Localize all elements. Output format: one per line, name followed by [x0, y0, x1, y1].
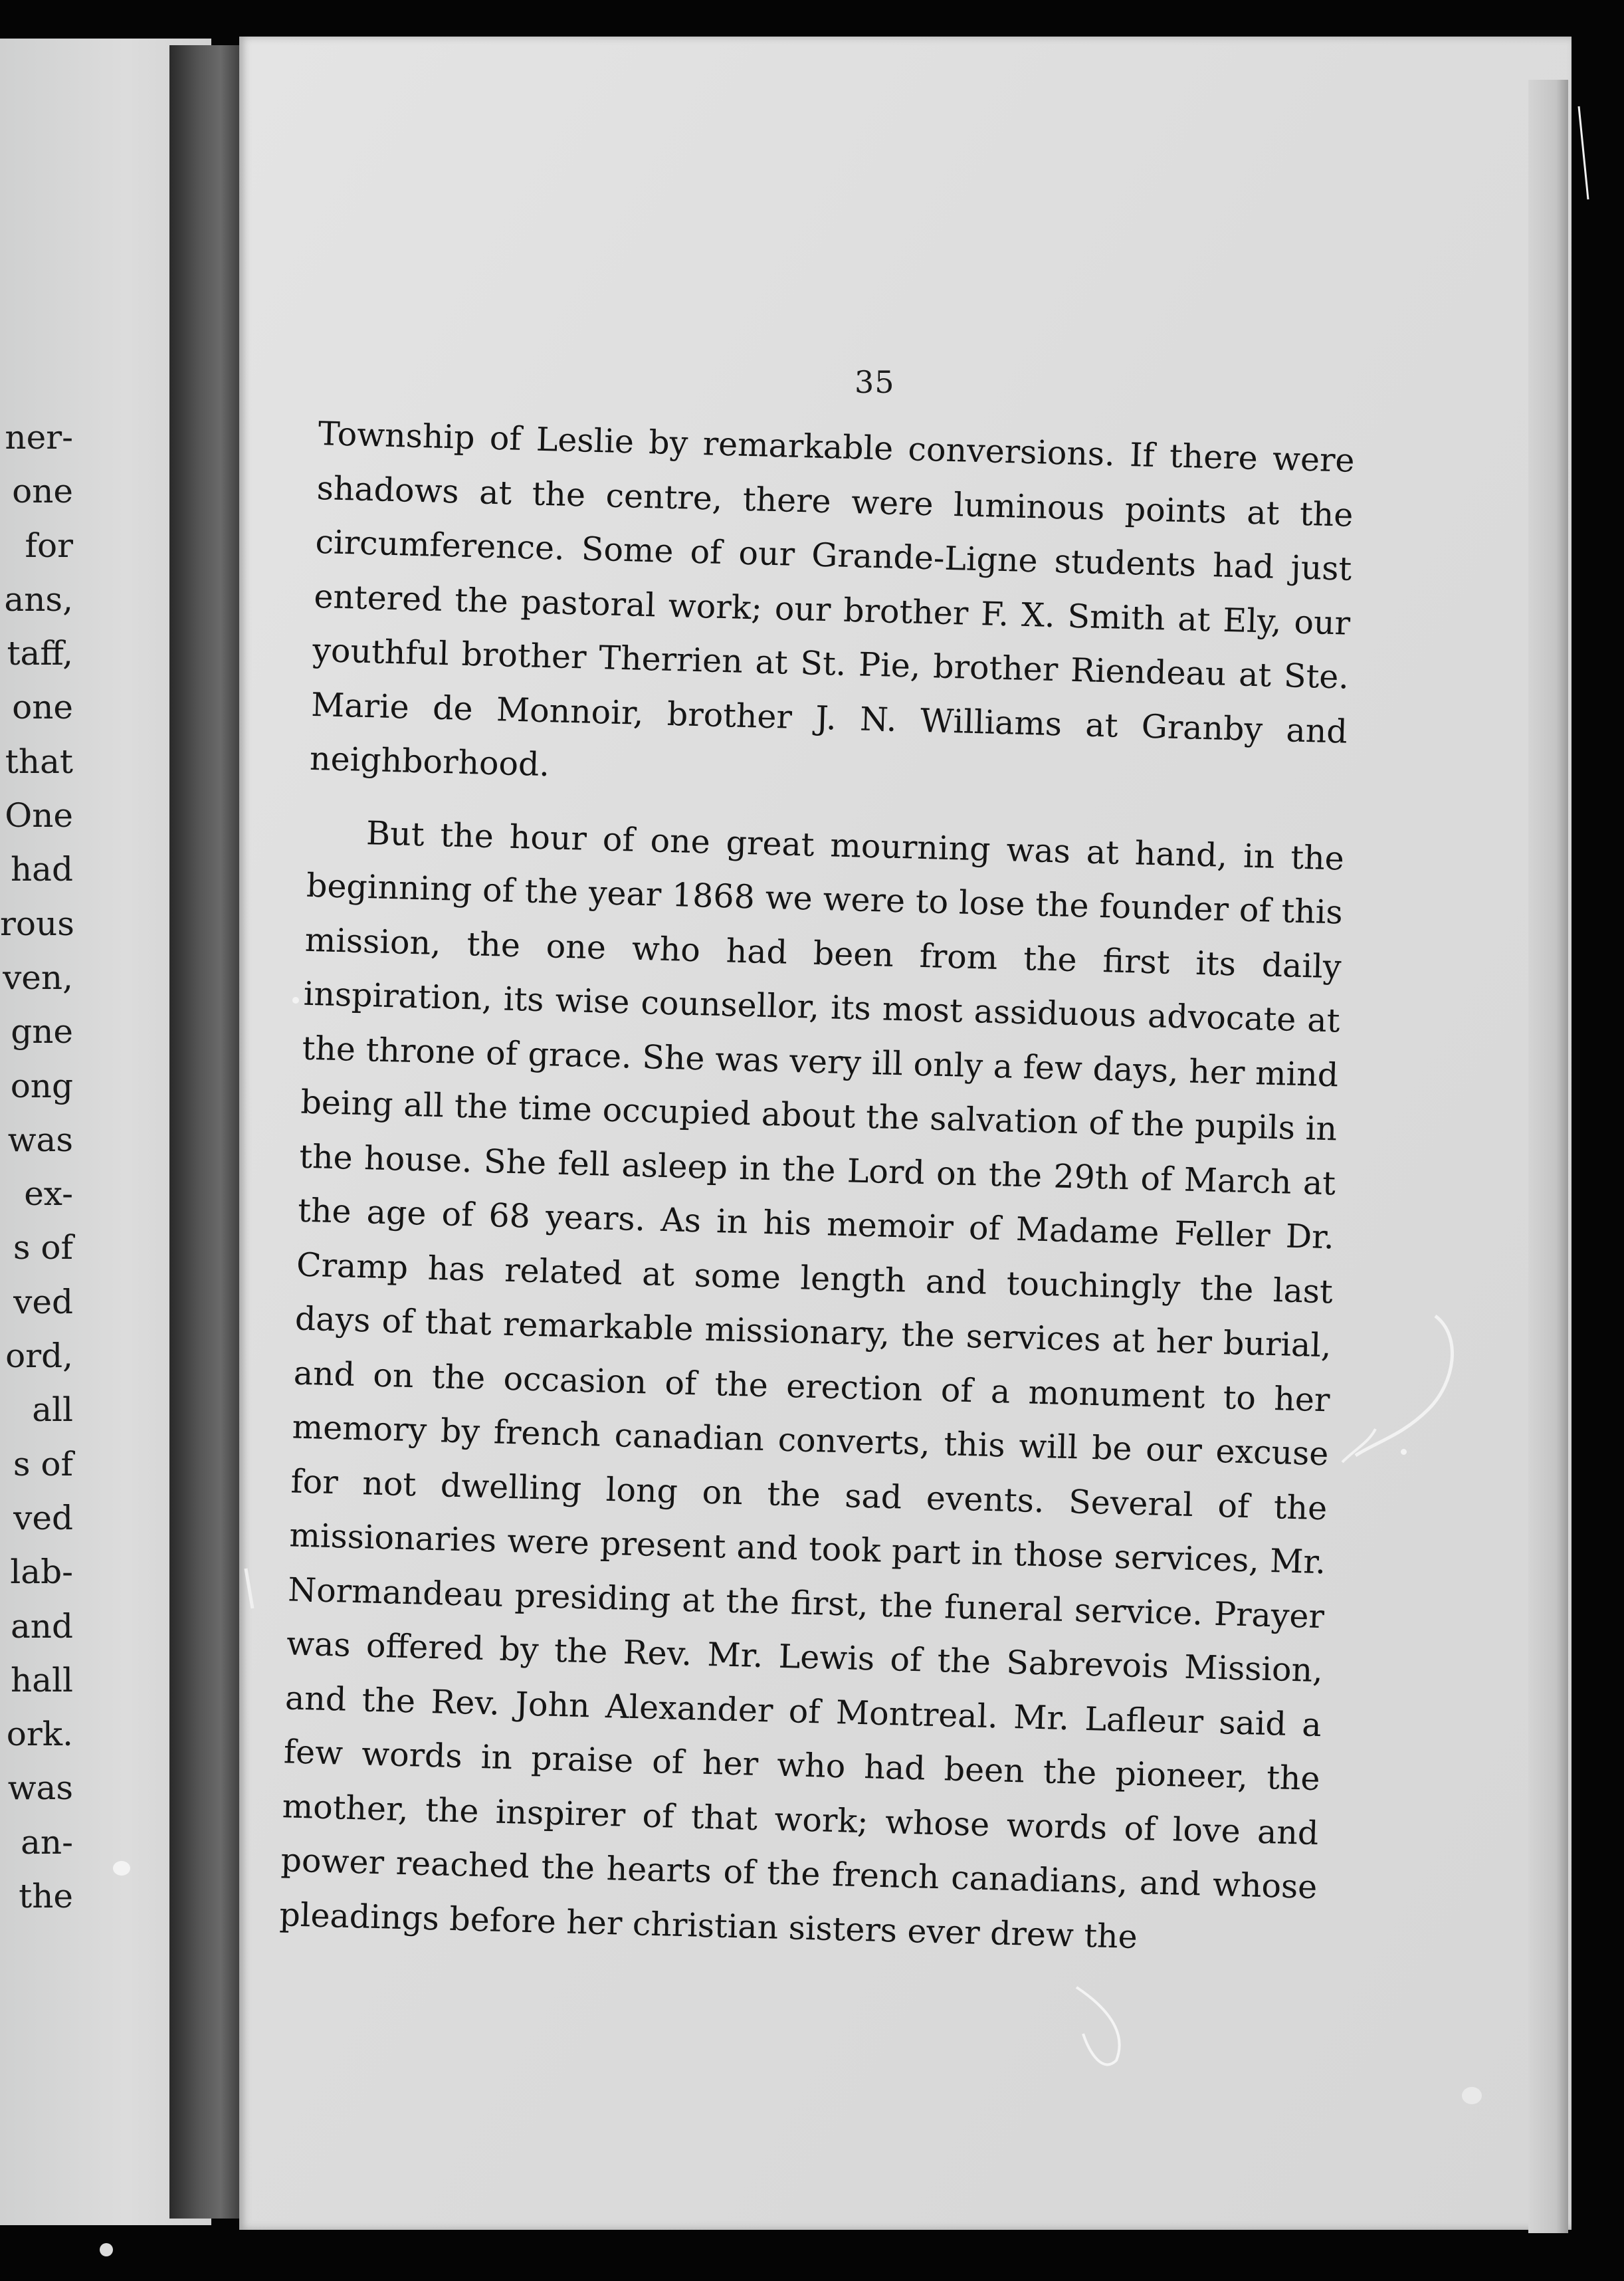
previous-line: rous [0, 904, 74, 943]
previous-line: gne [11, 1012, 73, 1051]
previous-line: ork. [6, 1715, 73, 1754]
previous-line: one [12, 688, 73, 727]
previous-line: all [32, 1390, 73, 1430]
paragraph: But the hour of one great mourning was at hand, in the beginning of the year 1868 we were to lose the founder of this mission, the one who had been from the first its daily inspiration, its wise counsellor, its most assiduous advocate at the throne of grace. She was very ill only a few days, her mind being all the time occupied about the salvation of the pupils in the house. She fell asleep in the Lord on the 29th of March at the age of 68 years. As in his memoir of Madame Feller Dr. Cramp has related at some length and touchingly the last days of that remarkable missionary, the services at her burial, and on the occasion of the erection of a monument to her memory by french canadian converts, this will be our excuse for not dwelling long on the sad events. Several of the missionaries were present and took part in those services, Mr. Normandeau presiding at the first, the funeral service. Prayer was offered by the Rev. Mr. Lewis of the Sabrevois Mission, and the Rev. John Alexander of Montreal. Mr. Lafleur said a few words in praise of her who had been the pioneer, the mother, the inspirer of that work; whose words of love and power reached the hearts of the french canadians, and whose pleadings before her christian sisters ever drew the [278, 814, 1345, 1956]
previous-line: was [7, 1120, 73, 1159]
previous-line: ex- [24, 1174, 73, 1214]
previous-line: s of [13, 1228, 73, 1267]
previous-line: was [7, 1769, 73, 1808]
scratch-mark [1356, 1316, 1452, 1456]
previous-line: ord, [5, 1337, 73, 1376]
previous-line: ner- [5, 418, 73, 457]
paragraph: Township of Leslie by remarkable conversions. If there were shadows at the centre, there were luminous points at the circumference. Some of our Grande-Ligne students had just entered the pastoral work; our brother F. X. Smith at Ely, our youthful brother Therrien at St. Pie, brother Riendeau at Ste. Marie de Monnoir, brother J. N. Williams at Granby and neighborhood. [309, 414, 1356, 784]
previous-line: for [25, 526, 73, 565]
previous-line: one [12, 472, 73, 511]
previous-line: ved [13, 1282, 73, 1321]
previous-line: and [10, 1606, 73, 1646]
scratch-mark [246, 1569, 253, 1608]
scratch-mark [1076, 1987, 1120, 2064]
previous-line: lab- [10, 1553, 73, 1592]
previous-line: that [5, 742, 73, 781]
previous-line: ong [10, 1066, 73, 1105]
previous-line: had [10, 850, 73, 889]
previous-line: an- [21, 1822, 73, 1862]
previous-line: s of [13, 1444, 73, 1483]
previous-line: hall [11, 1660, 73, 1699]
scratch-mark [1579, 106, 1588, 199]
previous-line: One [5, 796, 73, 835]
previous-line: ven, [3, 958, 73, 997]
page-number: 35 [855, 364, 895, 400]
previous-line: ved [13, 1498, 73, 1537]
previous-line: the [19, 1877, 73, 1916]
previous-line: taff, [7, 634, 73, 673]
previous-line: ans, [4, 580, 73, 619]
